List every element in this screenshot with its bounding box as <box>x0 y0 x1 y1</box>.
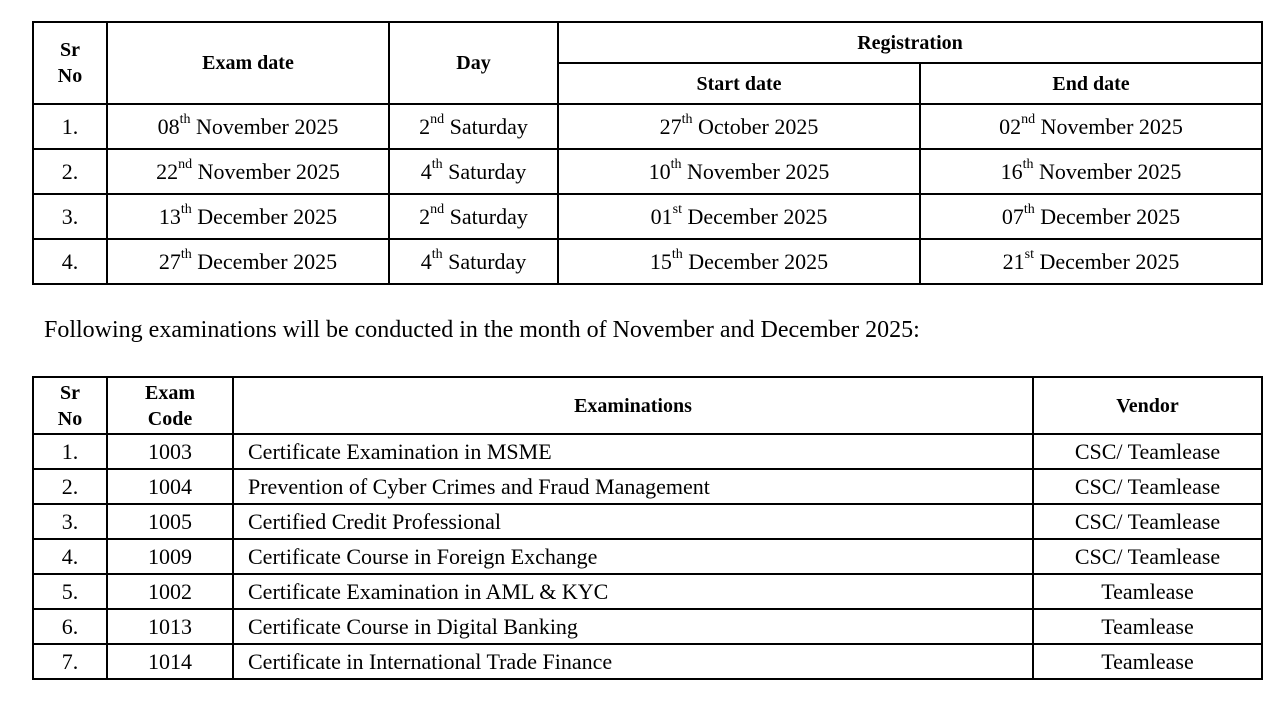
sr-no-cell: 1. <box>33 434 107 469</box>
exam-date-cell-rest: November 2025 <box>190 113 339 139</box>
exam-code-cell: 1002 <box>107 574 233 609</box>
end-date-cell <box>920 239 1262 284</box>
sr-no-header: Sr No <box>33 377 107 434</box>
exam-date-cell <box>107 194 389 239</box>
vendor-cell: Teamlease <box>1033 644 1262 679</box>
vendor-cell: CSC/ Teamlease <box>1033 434 1262 469</box>
exam-code-cell: 1013 <box>107 609 233 644</box>
start-date-cell-number: 27 <box>659 113 682 139</box>
day-cell-suffix: th <box>431 157 443 173</box>
exam-date-cell-number: 08 <box>157 113 180 139</box>
sr-no-cell: 3. <box>33 194 107 239</box>
end-date-cell-suffix: st <box>1024 247 1034 263</box>
end-date-cell-number: 07 <box>1001 203 1024 229</box>
sr-no-cell: 2. <box>33 469 107 504</box>
day-cell <box>389 104 558 149</box>
vendor-cell: CSC/ Teamlease <box>1033 504 1262 539</box>
day-cell-rest: Saturday <box>444 203 528 229</box>
exam-name-cell: Certificate Course in Digital Banking <box>233 609 1033 644</box>
end-date-cell-rest: December 2025 <box>1034 203 1181 229</box>
end-date-cell-suffix: th <box>1022 157 1034 173</box>
exam-code-header: Exam Code <box>107 377 233 434</box>
intro-text: Following examinations will be conducted in the month of November and December 2025: <box>44 317 920 343</box>
end-date-header: End date <box>920 63 1262 104</box>
vendor-header: Vendor <box>1033 377 1262 434</box>
start-date-cell-rest: November 2025 <box>681 158 830 184</box>
exam-name-cell: Certificate Examination in AML & KYC <box>233 574 1033 609</box>
exam-date-header: Exam date <box>107 22 389 104</box>
start-date-cell-number: 15 <box>649 248 672 274</box>
day-cell <box>389 194 558 239</box>
table-row <box>33 644 1262 679</box>
day-cell <box>389 239 558 284</box>
sr-no-cell: 4. <box>33 539 107 574</box>
day-cell <box>389 149 558 194</box>
start-date-cell <box>558 194 920 239</box>
sr-no-cell: 5. <box>33 574 107 609</box>
vendor-cell: CSC/ Teamlease <box>1033 469 1262 504</box>
day-header: Day <box>389 22 558 104</box>
day-cell-number: 4 <box>420 158 432 184</box>
end-date-cell <box>920 194 1262 239</box>
start-date-cell-number: 10 <box>648 158 671 184</box>
start-date-cell-suffix: st <box>672 202 682 218</box>
exam-date-cell-suffix: th <box>180 202 192 218</box>
exams-body <box>33 434 1262 679</box>
start-date-cell-suffix: th <box>681 112 693 128</box>
day-cell-suffix: nd <box>430 112 445 128</box>
table-row <box>33 149 1262 194</box>
exam-date-cell-rest: December 2025 <box>191 248 338 274</box>
day-cell-rest: Saturday <box>442 248 527 274</box>
examinations-header: Examinations <box>233 377 1033 434</box>
exam-date-cell-number: 13 <box>158 203 181 229</box>
end-date-cell <box>920 104 1262 149</box>
end-date-cell-rest: November 2025 <box>1035 113 1183 139</box>
sr-no-cell: 6. <box>33 609 107 644</box>
table-row <box>33 609 1262 644</box>
exam-date-cell <box>107 149 389 194</box>
examinations-table <box>32 376 1263 680</box>
day-cell-number: 2 <box>419 113 431 139</box>
start-date-header: Start date <box>558 63 920 104</box>
day-cell-suffix: nd <box>430 202 445 218</box>
table-row <box>33 469 1262 504</box>
schedule-body <box>33 104 1262 284</box>
day-cell-number: 4 <box>420 248 432 274</box>
table-row <box>33 194 1262 239</box>
exam-name-cell: Certificate in International Trade Finance <box>233 644 1033 679</box>
end-date-cell-rest: November 2025 <box>1033 158 1182 184</box>
sr-no-cell: 3. <box>33 504 107 539</box>
exam-date-cell-suffix: nd <box>178 157 193 173</box>
start-date-cell <box>558 149 920 194</box>
table-row <box>33 434 1262 469</box>
exam-code-cell: 1009 <box>107 539 233 574</box>
day-cell-number: 2 <box>419 203 431 229</box>
vendor-cell: Teamlease <box>1033 574 1262 609</box>
exam-date-cell-number: 27 <box>158 248 181 274</box>
end-date-cell-rest: December 2025 <box>1033 248 1180 274</box>
end-date-cell-suffix: nd <box>1021 112 1036 128</box>
table-row <box>33 104 1262 149</box>
end-date-cell-suffix: th <box>1023 202 1035 218</box>
exams-header-row <box>33 377 1262 434</box>
start-date-cell-rest: December 2025 <box>681 203 828 229</box>
sr-no-cell: 4. <box>33 239 107 284</box>
sr-no-cell: 2. <box>33 149 107 194</box>
schedule-header-row <box>33 22 1262 63</box>
exam-code-cell: 1005 <box>107 504 233 539</box>
exam-schedule-table <box>32 21 1263 285</box>
exam-date-cell <box>107 239 389 284</box>
exam-name-cell: Certificate Examination in MSME <box>233 434 1033 469</box>
exam-date-cell-suffix: th <box>180 247 192 263</box>
exam-date-cell <box>107 104 389 149</box>
end-date-cell <box>920 149 1262 194</box>
sr-no-cell: 1. <box>33 104 107 149</box>
vendor-cell: Teamlease <box>1033 609 1262 644</box>
end-date-cell-number: 21 <box>1002 248 1025 274</box>
exam-name-cell: Certified Credit Professional <box>233 504 1033 539</box>
start-date-cell-suffix: th <box>670 157 682 173</box>
vendor-cell: CSC/ Teamlease <box>1033 539 1262 574</box>
exam-name-cell: Prevention of Cyber Crimes and Fraud Management <box>233 469 1033 504</box>
start-date-cell-rest: December 2025 <box>682 248 829 274</box>
table-row <box>33 539 1262 574</box>
exam-date-cell-rest: November 2025 <box>192 158 340 184</box>
table-row <box>33 504 1262 539</box>
table-row <box>33 239 1262 284</box>
exam-name-cell: Certificate Course in Foreign Exchange <box>233 539 1033 574</box>
exam-date-cell-number: 22 <box>156 158 179 184</box>
start-date-cell-suffix: th <box>671 247 683 263</box>
start-date-cell-number: 01 <box>650 203 673 229</box>
sr-no-cell: 7. <box>33 644 107 679</box>
day-cell-rest: Saturday <box>444 113 528 139</box>
exam-code-cell: 1004 <box>107 469 233 504</box>
end-date-cell-number: 02 <box>999 113 1022 139</box>
sr-no-header: Sr No <box>33 22 107 104</box>
table-row <box>33 574 1262 609</box>
exam-code-cell: 1014 <box>107 644 233 679</box>
exam-date-cell-rest: December 2025 <box>191 203 338 229</box>
start-date-cell-rest: October 2025 <box>692 113 819 139</box>
start-date-cell <box>558 104 920 149</box>
day-cell-rest: Saturday <box>442 158 527 184</box>
exam-date-cell-suffix: th <box>179 112 191 128</box>
start-date-cell <box>558 239 920 284</box>
exam-code-cell: 1003 <box>107 434 233 469</box>
day-cell-suffix: th <box>431 247 443 263</box>
end-date-cell-number: 16 <box>1000 158 1023 184</box>
registration-header: Registration <box>558 22 1262 63</box>
